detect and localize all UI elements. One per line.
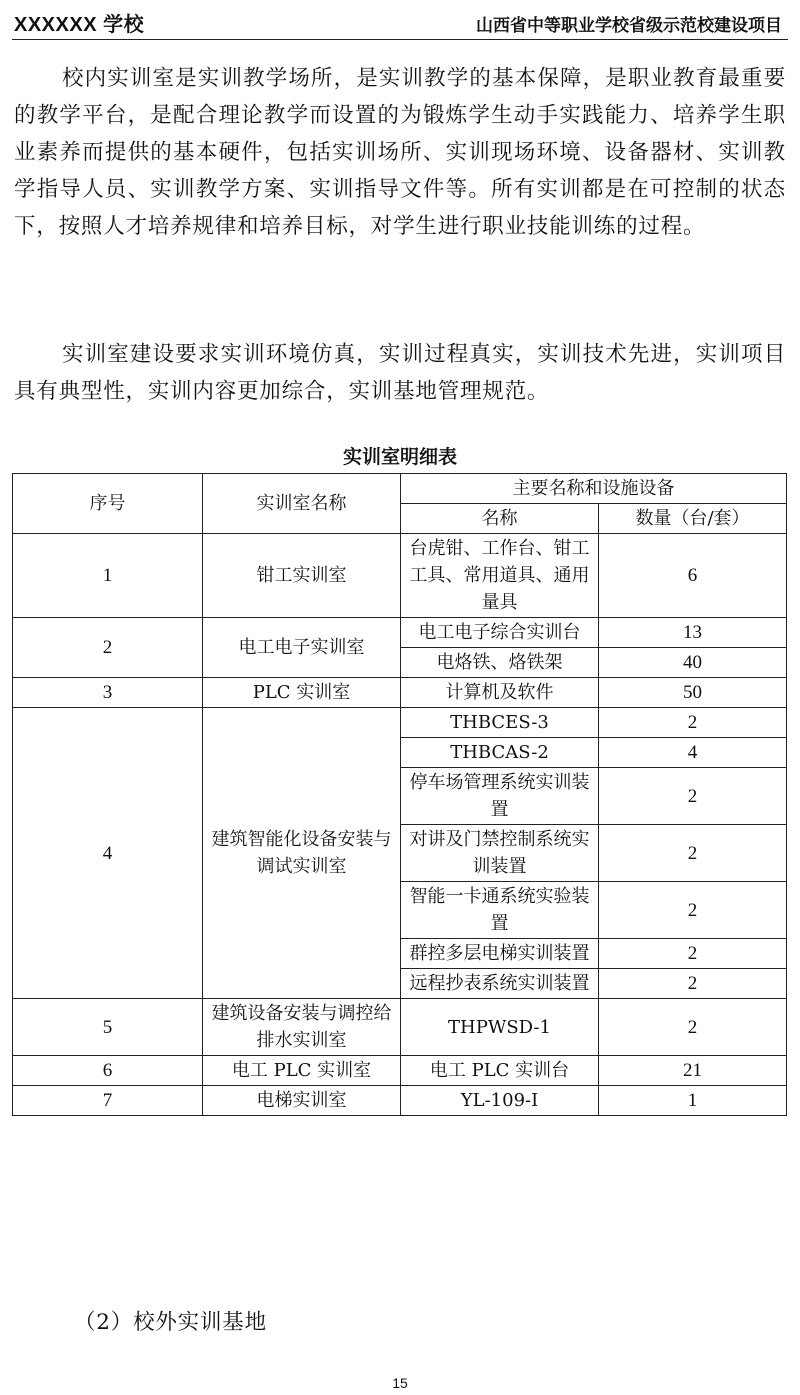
row-room-name: PLC 实训室 [203, 678, 401, 708]
row-item-qty: 2 [599, 825, 787, 882]
row-item-qty: 2 [599, 882, 787, 939]
row-item-qty: 2 [599, 969, 787, 999]
table-title: 实训室明细表 [342, 446, 457, 468]
row-room-name: 电工电子实训室 [203, 618, 401, 678]
header-room-name: 实训室名称 [203, 474, 401, 534]
row-item-qty: 1 [599, 1086, 787, 1116]
row-item-name: 台虎钳、工作台、钳工工具、常用道具、通用量具 [401, 534, 599, 618]
table-row [13, 534, 787, 618]
header-divider [12, 39, 788, 40]
row-item-name: 智能一卡通系统实验装置 [401, 882, 599, 939]
table-row [13, 708, 787, 738]
header-project-title: 山西省中等职业学校省级示范校建设项目 [476, 16, 782, 36]
row-no: 1 [13, 534, 203, 618]
intro-paragraph: 校内实训室是实训教学场所，是实训教学的基本保障，是职业教育最重要的教学平台，是配合理论教学而设置的为锻炼学生动手实践能力、培养学生职业素养而提供的基本硬件，包括实训场所、实训现场环境、设备器材、实训教学指导人员、实训教学方案、实训指导文件等。所有实训都是在可控制的状态下，按照人才培养规律和培养目标，对学生进行职业技能训练的过程。 [14, 66, 786, 239]
row-item-qty: 2 [599, 999, 787, 1056]
row-item-qty: 2 [599, 939, 787, 969]
table-row [13, 1086, 787, 1116]
page-number: 15 [392, 1375, 408, 1391]
row-item-qty: 40 [599, 648, 787, 678]
row-item-name: THBCAS-2 [401, 738, 599, 768]
row-item-name: 远程抄表系统实训装置 [401, 969, 599, 999]
row-no: 2 [13, 618, 203, 678]
header-no: 序号 [13, 474, 203, 534]
table-row [13, 678, 787, 708]
row-item-qty: 2 [599, 768, 787, 825]
row-item-name: YL-109-I [401, 1086, 599, 1116]
row-no: 5 [13, 999, 203, 1056]
row-room-name: 电工 PLC 实训室 [203, 1056, 401, 1086]
row-no: 7 [13, 1086, 203, 1116]
row-item-name: 停车场管理系统实训装置 [401, 768, 599, 825]
row-room-name: 钳工实训室 [203, 534, 401, 618]
row-room-name: 建筑设备安装与调控给排水实训室 [203, 999, 401, 1056]
row-item-qty: 21 [599, 1056, 787, 1086]
section-heading: （2）校外实训基地 [74, 1310, 267, 1335]
row-item-qty: 13 [599, 618, 787, 648]
requirements-paragraph: 实训室建设要求实训环境仿真，实训过程真实，实训技术先进，实训项目具有典型性，实训内容更加综合，实训基地管理规范。 [14, 342, 786, 404]
row-item-qty: 4 [599, 738, 787, 768]
header-quantity: 数量（台/套） [599, 504, 787, 534]
row-item-name: 群控多层电梯实训装置 [401, 939, 599, 969]
row-item-name: 计算机及软件 [401, 678, 599, 708]
header-school-name: XXXXXX 学校 [14, 14, 145, 36]
table-row [13, 1056, 787, 1086]
row-item-qty: 2 [599, 708, 787, 738]
header-item-name: 名称 [401, 504, 599, 534]
training-room-table [12, 473, 787, 1116]
table-header-row [13, 474, 787, 504]
row-room-name: 建筑智能化设备安装与调试实训室 [203, 708, 401, 999]
row-item-name: 对讲及门禁控制系统实训装置 [401, 825, 599, 882]
row-item-qty: 50 [599, 678, 787, 708]
row-item-qty: 6 [599, 534, 787, 618]
row-no: 4 [13, 708, 203, 999]
table-row [13, 618, 787, 648]
row-item-name: 电工 PLC 实训台 [401, 1056, 599, 1086]
row-item-name: THBCES-3 [401, 708, 599, 738]
row-no: 3 [13, 678, 203, 708]
row-item-name: THPWSD-1 [401, 999, 599, 1056]
row-no: 6 [13, 1056, 203, 1086]
row-item-name: 电工电子综合实训台 [401, 618, 599, 648]
row-room-name: 电梯实训室 [203, 1086, 401, 1116]
row-item-name: 电烙铁、烙铁架 [401, 648, 599, 678]
table-row [13, 999, 787, 1056]
header-equipment-group: 主要名称和设施设备 [401, 474, 787, 504]
